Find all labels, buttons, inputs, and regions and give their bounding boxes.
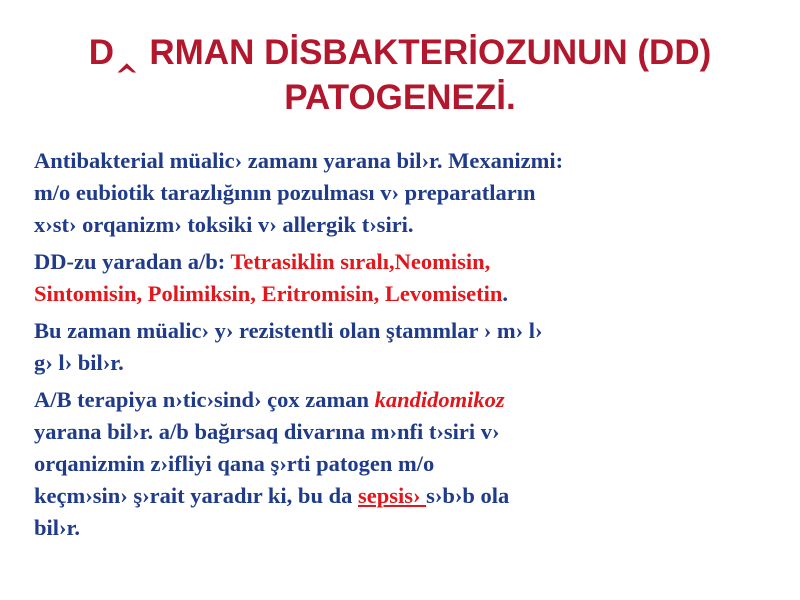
paragraph-resistant-strains [34,315,794,379]
paragraph-1-line-2: m/o eubiotik tarazlığının pozulması v› preparatların [34,180,536,205]
paragraph-4-line-4 [34,480,794,512]
paragraph-2-line-2 [34,278,794,310]
paragraph-4-line-3: orqanizmin z›ifliyi qana ş›rti patogen m/o [34,451,435,476]
paragraph-4-line-2: yarana bil›r. a/b bağırsaq divarına m›nfi t›siri v› [34,419,500,444]
paragraph-1-line-3: x›st› orqanizm› toksiki v› allergik t›siri. [34,212,414,237]
antibiotics-list-end: . [502,281,509,306]
slide-title [0,30,800,120]
paragraph-4-line-5: bil›r. [34,515,81,540]
kandidomikoz-term: kandidomikoz [374,387,505,412]
paragraph-causing-antibiotics [34,246,794,310]
paragraph-3-line-1: Bu zaman müalic› y› rezistentli olan ştammlar › m› l› [34,318,543,343]
paragraph-3-line-2: g› l› bil›r. [34,350,124,375]
paragraph-2-line-1 [34,246,794,278]
antibiotics-list-part-1: Tetrasiklin sıralı,Neomisin, [230,249,491,274]
paragraph-complications [34,384,794,544]
sepsis-term: sepsis› [357,483,427,508]
sepsis-outro: s›b›b ola [426,483,510,508]
complications-intro: A/B terapiya n›tic›sind› çox zaman [34,387,375,412]
title-line-1: D‸ RMAN DİSBAKTERİOZUNUN (DD) [88,33,712,72]
paragraph-1-line-1: Antibakterial müalic› zamanı yarana bil›r. Mexanizmi: [34,148,564,173]
slide-body [34,145,794,549]
antibiotics-list-part-2: Sintomisin, Polimiksin, Eritromisin, Levomisetin [34,281,503,306]
paragraph-4-line-1 [34,384,794,416]
title-line-2: PATOGENEZİ. [284,78,516,117]
antibiotics-intro: DD-zu yaradan a/b: [34,249,231,274]
sepsis-intro: keçm›sin› ş›rait yaradır ki, bu da [34,483,358,508]
paragraph-mechanism [34,145,794,241]
